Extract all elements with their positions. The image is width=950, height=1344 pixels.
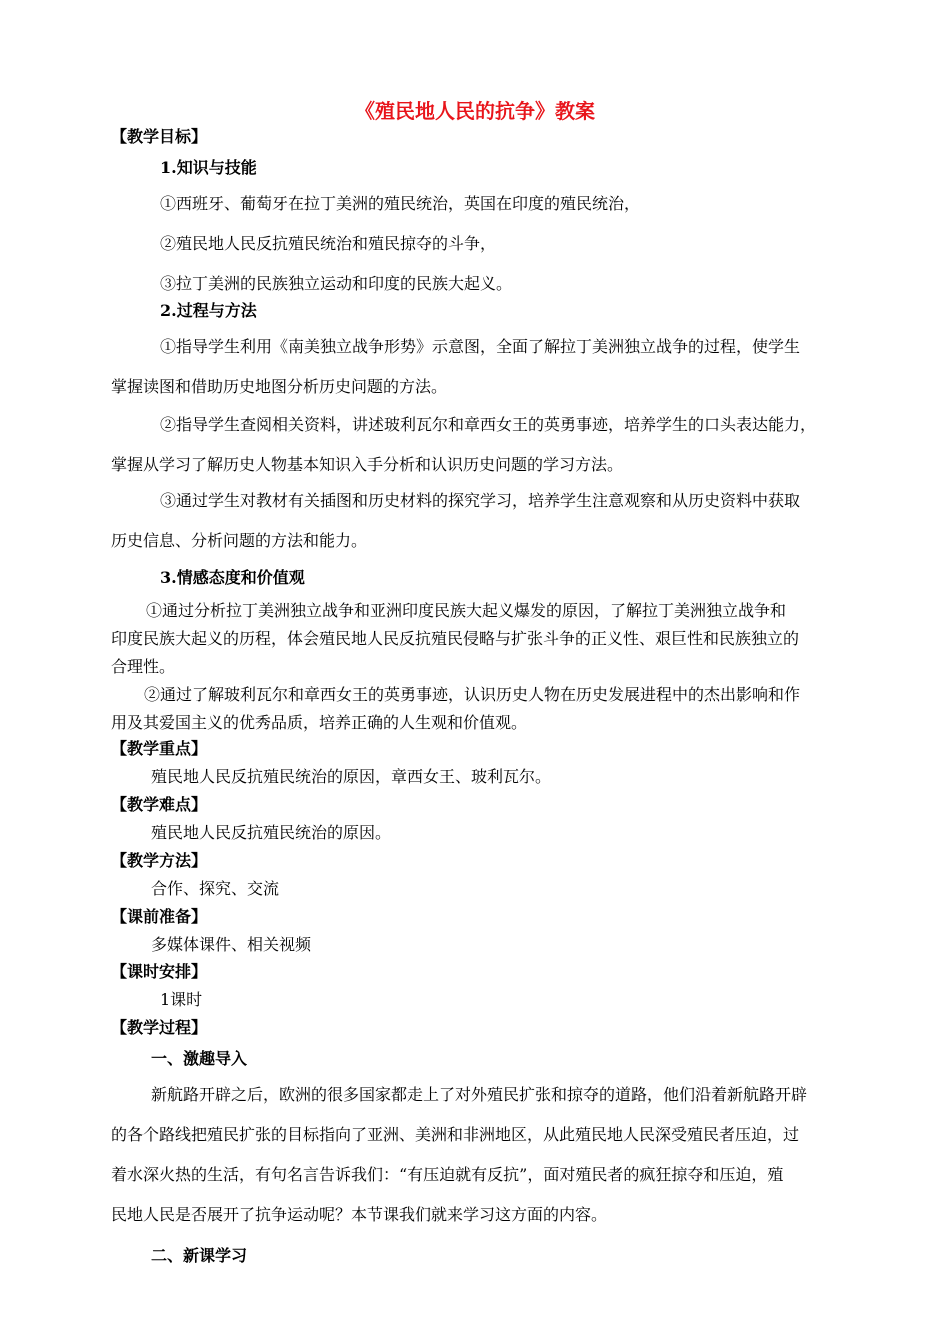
subheading-knowledge: 1.知识与技能 bbox=[160, 158, 257, 177]
paragraph-line: 合理性。 bbox=[111, 657, 176, 676]
paragraph-line: 着水深火热的生活，有句名言告诉我们：“有压迫就有反抗”，面对殖民者的疯狂掠夺和压迫，殖 bbox=[111, 1165, 784, 1184]
preparation-text: 多媒体课件、相关视频 bbox=[151, 935, 312, 954]
section-heading-objectives: 【教学目标】 bbox=[111, 127, 208, 146]
subheading-new-lesson: 二、新课学习 bbox=[151, 1246, 248, 1265]
methods-text: 合作、探究、交流 bbox=[151, 879, 280, 898]
knowledge-item: ③拉丁美洲的民族独立运动和印度的民族大起义。 bbox=[160, 274, 513, 293]
paragraph-line: 的各个路线把殖民扩张的目标指向了亚洲、美洲和非洲地区，从此殖民地人民深受殖民者压迫，过 bbox=[111, 1125, 800, 1144]
paragraph-line: 历史信息、分析问题的方法和能力。 bbox=[111, 531, 368, 550]
paragraph-line: 掌握从学习了解历史人物基本知识入手分析和认识历史问题的学习方法。 bbox=[111, 455, 624, 474]
process-item-3 bbox=[111, 491, 800, 571]
paragraph-line: ②指导学生查阅相关资料，讲述玻利瓦尔和章西女王的英勇事迹，培养学生的口头表达能力， bbox=[160, 415, 817, 434]
section-heading-schedule: 【课时安排】 bbox=[111, 962, 208, 981]
paragraph-line: ①通过分析拉丁美洲独立战争和亚洲印度民族大起义爆发的原因，了解拉丁美洲独立战争和 bbox=[146, 601, 787, 620]
paragraph-line: 印度民族大起义的历程，体会殖民地人民反抗殖民侵略与扩张斗争的正义性、艰巨性和民族独立的 bbox=[111, 629, 800, 648]
knowledge-item: ①西班牙、葡萄牙在拉丁美洲的殖民统治，英国在印度的殖民统治， bbox=[160, 194, 641, 213]
intro-paragraph bbox=[111, 1085, 807, 1245]
section-heading-difficulties: 【教学难点】 bbox=[111, 795, 208, 814]
paragraph-line: 民地人民是否展开了抗争运动呢？本节课我们就来学习这方面的内容。 bbox=[111, 1205, 608, 1224]
subheading-intro: 一、激趣导入 bbox=[151, 1049, 248, 1068]
values-item-1 bbox=[111, 601, 799, 685]
paragraph-line: 掌握读图和借助历史地图分析历史问题的方法。 bbox=[111, 377, 448, 396]
paragraph-line: ②通过了解玻利瓦尔和章西女王的英勇事迹，认识历史人物在历史发展进程中的杰出影响和作 bbox=[144, 685, 801, 704]
process-item-2 bbox=[111, 415, 816, 495]
section-heading-key-points: 【教学重点】 bbox=[111, 739, 208, 758]
subheading-values: 3.情感态度和价值观 bbox=[160, 568, 305, 587]
paragraph-line: ③通过学生对教材有关插图和历史材料的探究学习，培养学生注意观察和从历史资料中获取 bbox=[160, 491, 801, 510]
difficulties-text: 殖民地人民反抗殖民统治的原因。 bbox=[151, 823, 392, 842]
paragraph-line: 用及其爱国主义的优秀品质，培养正确的人生观和价值观。 bbox=[111, 713, 528, 732]
knowledge-item: ②殖民地人民反抗殖民统治和殖民掠夺的斗争， bbox=[160, 234, 497, 253]
paragraph-line: ①指导学生利用《南美独立战争形势》示意图，全面了解拉丁美洲独立战争的过程，使学生 bbox=[160, 337, 801, 356]
values-item-2 bbox=[111, 685, 800, 741]
schedule-text: 1课时 bbox=[160, 990, 203, 1009]
section-heading-procedure: 【教学过程】 bbox=[111, 1018, 208, 1037]
key-points-text: 殖民地人民反抗殖民统治的原因，章西女王、玻利瓦尔。 bbox=[151, 767, 552, 786]
process-item-1 bbox=[111, 337, 800, 417]
section-heading-preparation: 【课前准备】 bbox=[111, 907, 208, 926]
subheading-process: 2.过程与方法 bbox=[160, 301, 257, 320]
section-heading-methods: 【教学方法】 bbox=[111, 851, 208, 870]
knowledge-items bbox=[160, 194, 640, 314]
paragraph-line: 新航路开辟之后，欧洲的很多国家都走上了对外殖民扩张和掠夺的道路，他们沿着新航路开辟 bbox=[151, 1085, 808, 1104]
document-title: 《殖民地人民的抗争》教案 bbox=[355, 99, 595, 123]
